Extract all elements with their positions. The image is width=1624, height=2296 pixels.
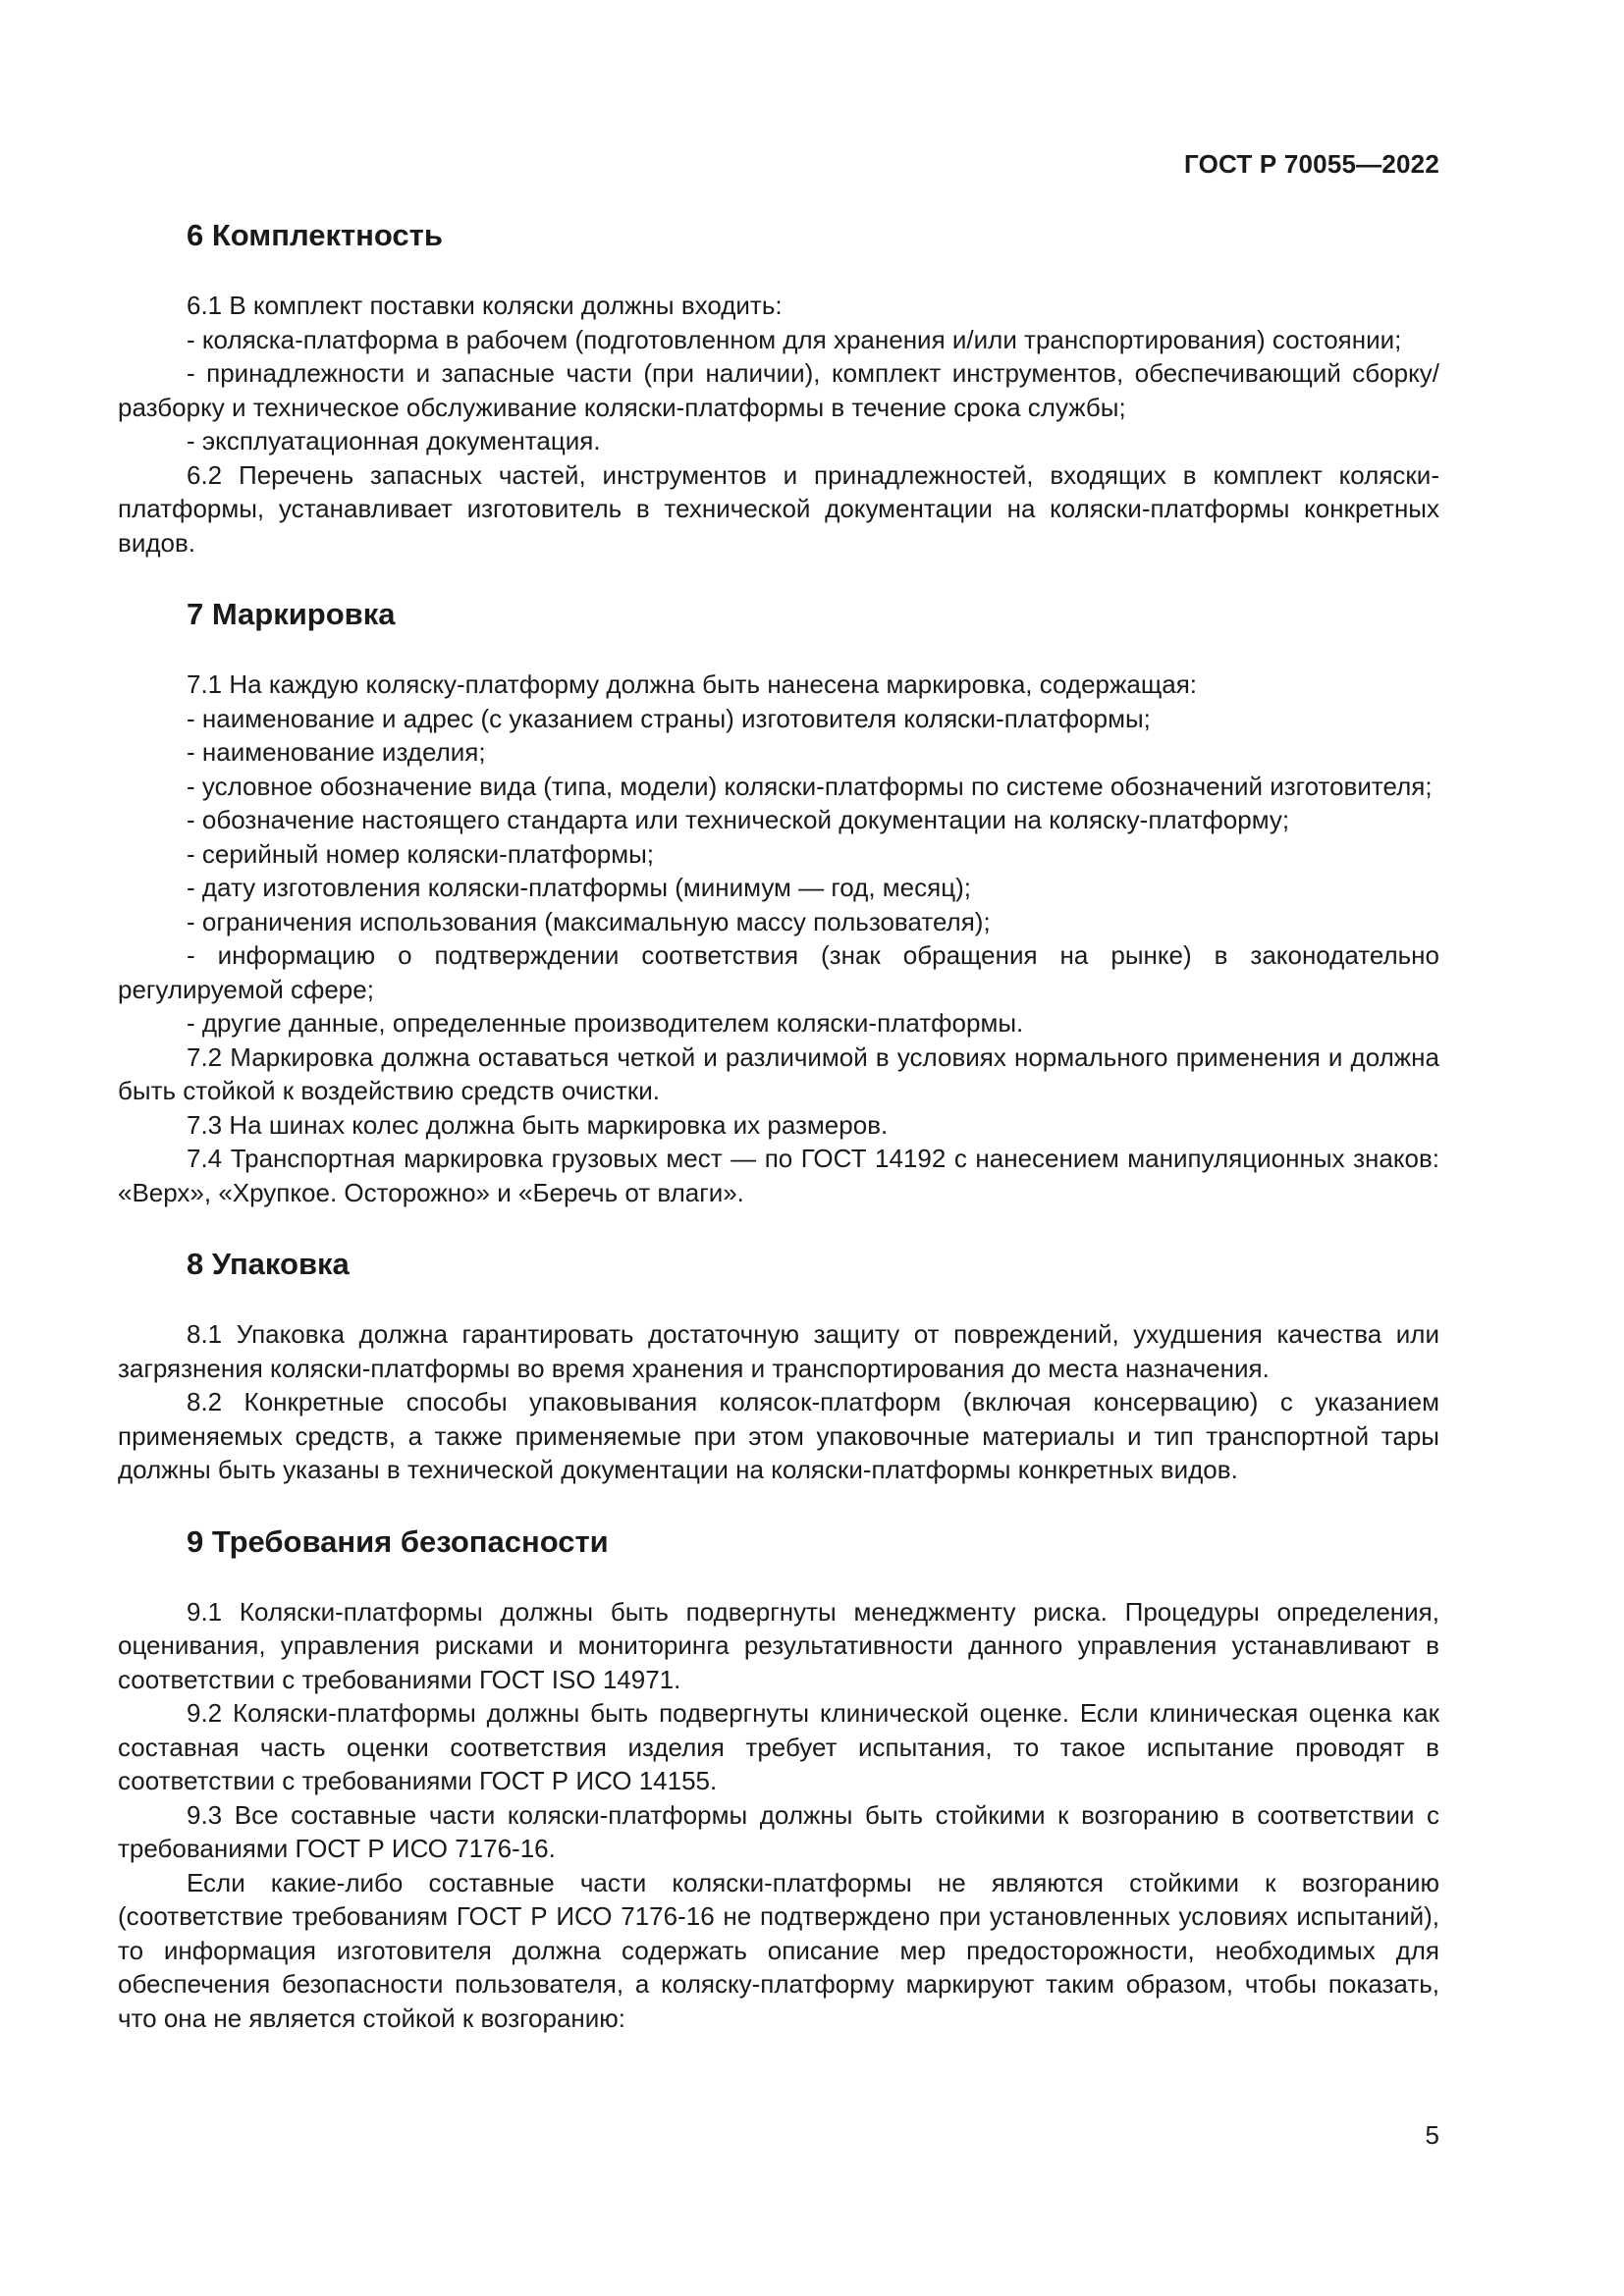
paragraph: 9.1 Коляски-платформы должны быть подвергнуты менеджменту риска. Процедуры определения, оценивания, управления рисками и мониторинга результативности данного управления устанавливают в соответствии с требованиями ГОСТ ISO 14971. xyxy=(118,1596,1439,1694)
list-item: - ограничения использования (максимальную массу пользователя); xyxy=(187,906,991,936)
paragraph: 7.2 Маркировка должна оставаться четкой и различимой в условиях нормального применения и должна быть стойкой к воздействию средств очистки. xyxy=(118,1041,1439,1105)
section-heading: 6 Комплектность xyxy=(187,218,443,252)
list-item: - эксплуатационная документация. xyxy=(187,426,601,455)
list-item: - наименование изделия; xyxy=(187,737,486,767)
paragraph: 7.4 Транспортная маркировка грузовых мест — по ГОСТ 14192 с нанесением манипуляционных знаков: «Верх», «Хрупкое. Осторожно» и «Беречь от влаги». xyxy=(118,1144,1439,1207)
list-item: - другие данные, определенные производителем коляски-платформы. xyxy=(187,1008,1024,1038)
list-item: - коляска-платформа в рабочем (подготовленном для хранения и/или транспортирования) состоянии; xyxy=(187,324,1402,354)
list-item: - информацию о подтверждении соответствия (знак обращения на рынке) в законодательно регулируемой сфере; xyxy=(118,940,1439,1004)
paragraph: 9.2 Коляски-платформы должны быть подвергнуты клинической оценке. Если клиническая оценка как составная часть оценки соответствия изделия требует испытания, то такое испытание проводят в соответствии с требованиями ГОСТ Р ИСО 14155. xyxy=(118,1698,1439,1795)
paragraph: 7.1 На каждую коляску-платформу должна быть нанесена маркировка, содержащая: xyxy=(187,669,1198,699)
document-standard-code: ГОСТ Р 70055—2022 xyxy=(1184,149,1439,179)
section-8-packaging xyxy=(118,1245,1439,1487)
paragraph: Если какие-либо составные части коляски-платформы не являются стойкими к возгоранию (соответствие требованиям ГОСТ Р ИСО 7176-16 не подтверждено при установленных условиях испытаний), то информация изготовителя должна содержать описание мер предосторожности, необходимых для обеспечения безопасности пользователя, а коляску-платформу маркируют таким образом, чтобы показать, что она не является стойкой к возгоранию: xyxy=(118,1867,1439,2033)
section-heading: 8 Упаковка xyxy=(187,1247,350,1281)
paragraph: 8.2 Конкретные способы упаковывания колясок-платформ (включая консервацию) с указанием применяемых средств, а также применяемые при этом упаковочные материалы и тип транспортной тары должны быть указаны в технической документации на коляски-платформы конкретных видов. xyxy=(118,1387,1439,1484)
section-heading: 7 Маркировка xyxy=(187,597,396,631)
paragraph: 9.3 Все составные части коляски-платформы должны быть стойкими к возгоранию в соответствии с требованиями ГОСТ Р ИСО 7176-16. xyxy=(118,1799,1439,1863)
paragraph: 6.1 В комплект поставки коляски должны входить: xyxy=(187,291,783,320)
section-heading: 9 Требования безопасности xyxy=(187,1523,609,1559)
list-item: - обозначение настоящего стандарта или технической документации на коляску-платформу; xyxy=(187,805,1290,834)
paragraph: 7.3 На шинах колес должна быть маркировка их размеров. xyxy=(187,1109,889,1140)
list-item: - дату изготовления коляски-платформы (минимум — год, месяц); xyxy=(187,873,971,902)
list-item: - принадлежности и запасные части (при наличии), комплект инструментов, обеспечивающий сборку/разборку и техническое обслуживание коляски-платформы в течение срока службы; xyxy=(118,358,1439,422)
page-content xyxy=(118,216,1439,2035)
list-item: - условное обозначение вида (типа, модели) коляски-платформы по системе обозначений изготовителя; xyxy=(187,771,1433,801)
page-number: 5 xyxy=(1425,2120,1439,2150)
list-item: - наименование и адрес (с указанием страны) изготовителя коляски-платформы; xyxy=(187,703,1151,733)
section-6-completeness xyxy=(118,216,1439,560)
section-9-safety-requirements xyxy=(118,1522,1439,2036)
section-7-marking xyxy=(118,595,1439,1209)
list-item: - серийный номер коляски-платформы; xyxy=(187,838,654,869)
paragraph: 8.1 Упаковка должна гарантировать достаточную защиту от повреждений, ухудшения качества или загрязнения коляски-платформы во время хранения и транспортирования до места назначения. xyxy=(118,1319,1439,1383)
paragraph: 6.2 Перечень запасных частей, инструментов и принадлежностей, входящих в комплект коляски-платформы, устанавливает изготовитель в технической документации на коляски-платформы конкретных видов. xyxy=(118,459,1439,558)
